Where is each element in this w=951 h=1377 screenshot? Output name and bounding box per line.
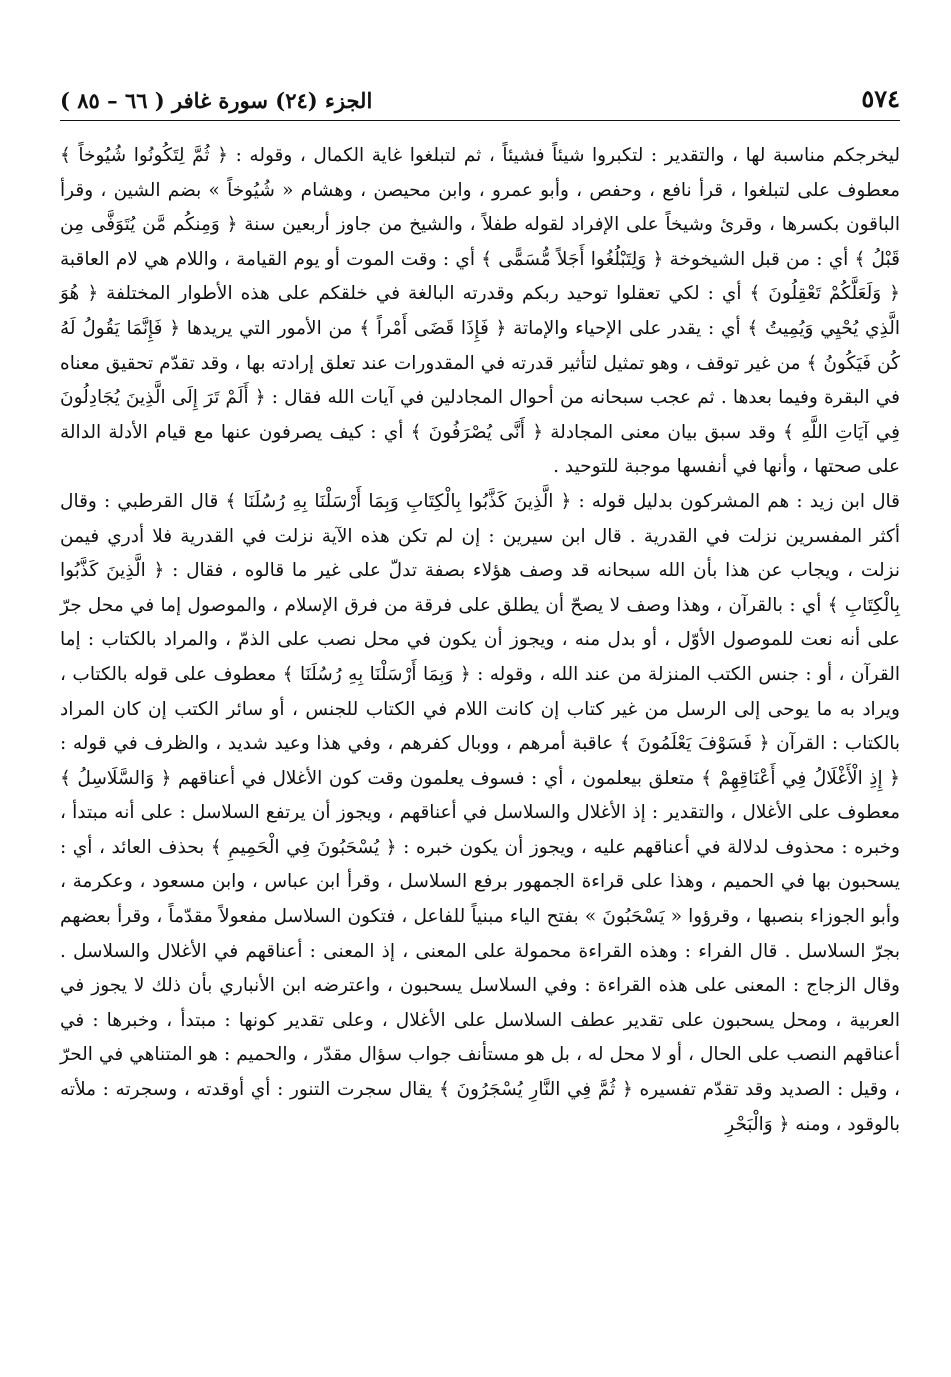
book-page <box>60 80 900 1142</box>
page-number: ٥٧٤ <box>861 84 900 113</box>
running-title: الجزء (٢٤) سورة غافر ( ٦٦ – ٨٥ ) <box>60 88 373 113</box>
page-header <box>60 80 900 121</box>
body-paragraph: قال ابن زيد : هم المشركون بدليل قوله : ﴿ الَّذِينَ كَذَّبُوا بِالْكِتَابِ وَبِمَا أَرْسَلْنَا بِهِ رُسُلَنَا ﴾ قال القرطبي : وقال أكثر المفسرين نزلت في القدرية . قال ابن سيرين : إن لم تكن هذه الآية نزلت في القدرية فلا أدري فيمن نزلت ، ويجاب عن هذا بأن الله سبحانه قد وصف هؤلاء بصفة تدلّ على غير ما قالوه ، فقال : ﴿ الَّذِينَ كَذَّبُوا بِالْكِتَابِ ﴾ أي : بالقرآن ، وهذا وصف لا يصحّ أن يطلق على فرقة من فرق الإسلام ، والموصول إما في محل جرّ على أنه نعت للموصول الأوّل ، أو بدل منه ، ويجوز أن يكون في محل نصب على الذمّ ، والمراد بالكتاب : إما القرآن ، أو : جنس الكتب المنزلة من عند الله ، وقوله : ﴿ وَبِمَا أَرْسَلْنَا بِهِ رُسُلَنَا ﴾ معطوف على قوله بالكتاب ، ويراد به ما يوحى إلى الرسل من غير كتاب إن كانت اللام في الكتاب للجنس ، أو سائر الكتب إن كان المراد بالكتاب : القرآن ﴿ فَسَوْفَ يَعْلَمُونَ ﴾ عاقبة أمرهم ، ووبال كفرهم ، وفي هذا وعيد شديد ، والظرف في قوله : ﴿ إِذِ الْأَغْلَالُ فِي أَعْنَاقِهِمْ ﴾ متعلق بيعلمون ، أي : فسوف يعلمون وقت كون الأغلال في أعناقهم ﴿ وَالسَّلَاسِلُ ﴾ معطوف على الأغلال ، والتقدير : إذ الأغلال والسلاسل في أعناقهم ، ويجوز أن يرتفع السلاسل : على أنه مبتدأ ، وخبره : محذوف لدلالة في أعناقهم عليه ، ويجوز أن يكون خبره : ﴿ يُسْحَبُونَ فِي الْحَمِيمِ ﴾ بحذف العائد ، أي : يسحبون بها في الحميم ، وهذا على قراءة الجمهور برفع السلاسل ، وقرأ ابن عباس ، وابن مسعود ، وعكرمة ، وأبو الجوزاء بنصبها ، وقرؤوا « يَسْحَبُونَ » بفتح الياء مبنياً للفاعل ، فتكون السلاسل مفعولاً مقدّماً ، وقرأ بعضهم بجرّ السلاسل . قال الفراء : وهذه القراءة محمولة على المعنى ، إذ المعنى : أعناقهم في الأغلال والسلاسل . وقال الزجاج : المعنى على هذه القراءة : وفي السلاسل يسحبون ، واعترضه ابن الأنباري بأن ذلك لا يجوز في العربية ، ومحل يسحبون على تقدير عطف السلاسل على الأغلال ، وعلى تقدير كونها : مبتدأ ، وخبرها : في أعناقهم النصب على الحال ، أو لا محل له ، بل هو مستأنف جواب سؤال مقدّر ، والحميم : هو المتناهي في الحرّ ، وقيل : الصديد وقد تقدّم تفسيره ﴿ ثُمَّ فِي النَّارِ يُسْجَرُونَ ﴾ يقال سجرت التنور : أي أوقدته ، وسجرته : ملأته بالوقود ، ومنه ﴿ وَالْبَحْرِ <box>60 490 900 1135</box>
page-body <box>60 139 900 1142</box>
body-paragraph: ليخرجكم مناسبة لها ، والتقدير : لتكبروا شيئاً فشيئاً ، ثم لتبلغوا غاية الكمال ، وقوله : ﴿ ثُمَّ لِتَكُونُوا شُيُوخاً ﴾ معطوف على لتبلغوا ، قرأ نافع ، وحفص ، وأبو عمرو ، وابن محيصن ، وهشام « شُيُوخاً » بضم الشين ، وقرأ الباقون بكسرها ، وقرئ وشيخاً على الإفراد لقوله طفلاً ، والشيخ من جاوز أربعين سنة ﴿ وَمِنكُم مَّن يُتَوَفَّى مِن قَبْلُ ﴾ أي : من قبل الشيخوخة ﴿ وَلِتَبْلُغُوا أَجَلاً مُّسَمًّى ﴾ أي : وقت الموت أو يوم القيامة ، واللام هي لام العاقبة ﴿ وَلَعَلَّكُمْ تَعْقِلُونَ ﴾ أي : لكي تعقلوا توحيد ربكم وقدرته البالغة في خلقكم على هذه الأطوار المختلفة ﴿ هُوَ الَّذِي يُحْيِي وَيُمِيتُ ﴾ أي : يقدر على الإحياء والإماتة ﴿ فَإِذَا قَضَى أَمْراً ﴾ من الأمور التي يريدها ﴿ فَإِنَّمَا يَقُولُ لَهُ كُن فَيَكُونُ ﴾ من غير توقف ، وهو تمثيل لتأثير قدرته في المقدورات عند تعلق إرادته بها ، وقد تقدّم تحقيق معناه في البقرة وفيما بعدها . ثم عجب سبحانه من أحوال المجادلين في آيات الله فقال : ﴿ أَلَمْ تَرَ إِلَى الَّذِينَ يُجَادِلُونَ فِي آيَاتِ اللَّهِ ﴾ وقد سبق بيان معنى المجادلة ﴿ أَنَّى يُصْرَفُونَ ﴾ أي : كيف يصرفون عنها مع قيام الأدلة الدالة على صحتها ، وأنها في أنفسها موجبة للتوحيد . <box>60 145 900 478</box>
